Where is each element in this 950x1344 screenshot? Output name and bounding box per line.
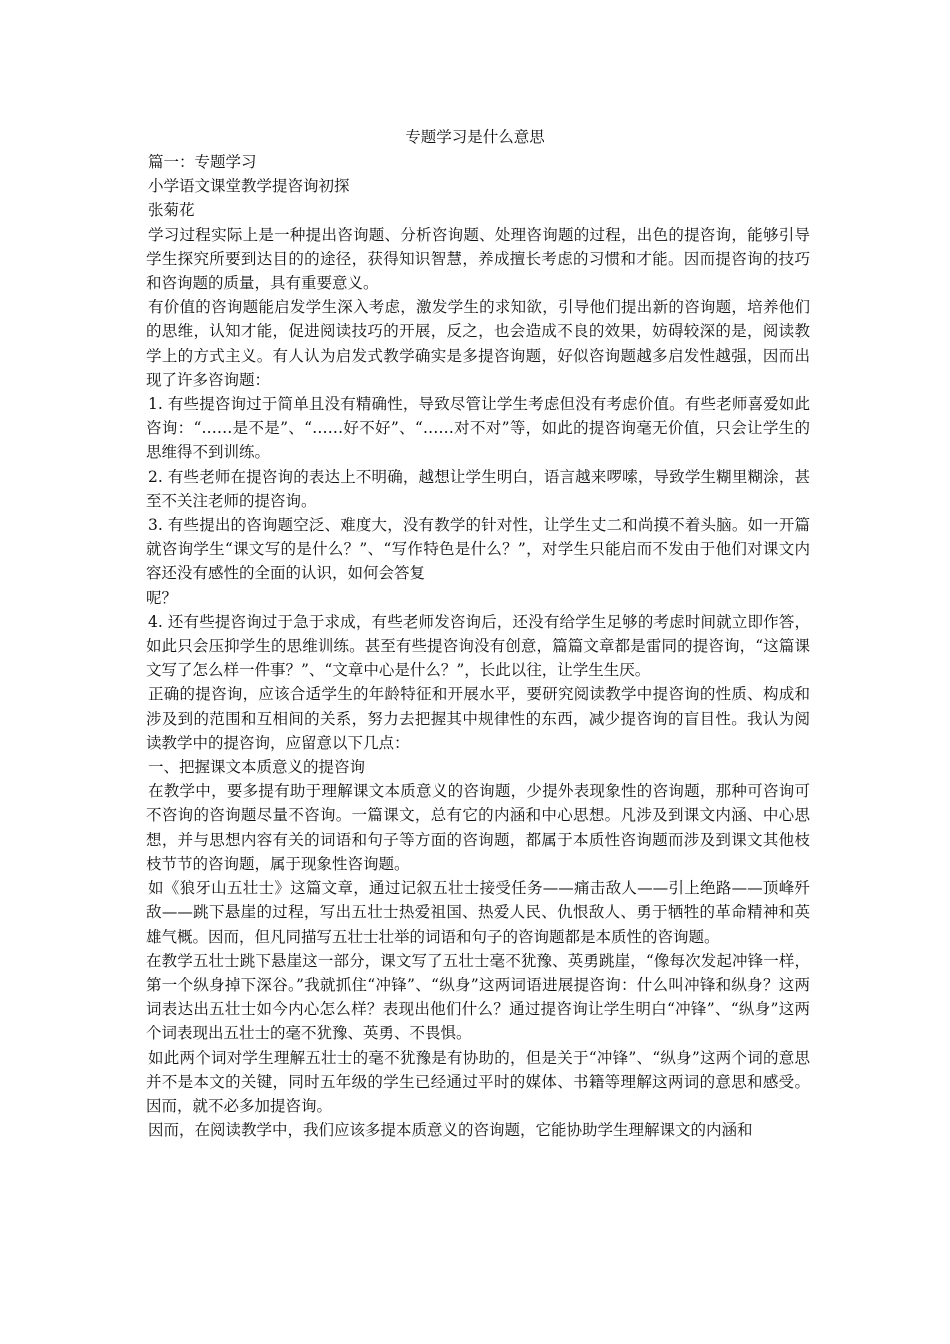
paragraph: 如《狼牙山五壮士》这篇文章，通过记叙五壮士接受任务——痛击敌人——引上绝路——顶峰歼敌——跳下悬崖的过程，写出五壮士热爱祖国、热爱人民、仇恨敌人、勇于牺牲的革命精神和英雄气概。因而，但凡同描写五壮士壮举的词语和句子的咨询题都是本质性的咨询题。 <box>146 879 810 946</box>
document-title: 专题学习是什么意思 <box>405 128 545 146</box>
author-name: 张菊花 <box>148 201 195 220</box>
section-heading: 篇一：专题学习 <box>148 153 257 171</box>
list-item: 2. 有些老师在提咨询的表达上不明确，越想让学生明白，语言越来啰嗦，导致学生糊里糊涂，甚至不关注老师的提咨询。 <box>146 467 810 510</box>
paragraph: 如此两个词对学生理解五壮士的毫不犹豫是有协助的，但是关于“冲锋”、“纵身”这两个词的意思并不是本文的关键，同时五年级的学生已经通过平时的媒体、书籍等理解这两词的意思和感受。因而，就不必多加提咨询。 <box>146 1048 810 1115</box>
paragraph: 在教学五壮士跳下悬崖这一部分，课文写了五壮士毫不犹豫、英勇跳崖，“像每次发起冲锋一样，第一个纵身掉下深谷。”我就抓住“冲锋”、“纵身”这两词语进展提咨询：什么叫冲锋和纵身？这两词表达出五壮士如今内心怎么样？表现出他们什么？通过提咨询让学生明白“冲锋”、“纵身”这两个词表现出五壮士的毫不犹豫、英勇、不畏惧。 <box>146 951 810 1043</box>
paragraph: 有价值的咨询题能启发学生深入考虑，激发学生的求知欲，引导他们提出新的咨询题，培养他们的思维，认知才能，促进阅读技巧的开展，反之，也会造成不良的效果，妨碍较深的是，阅读教学上的方式主义。有人认为启发式教学确实是多提咨询题，好似咨询题越多启发性越强，因而出现了许多咨询题： <box>146 298 810 389</box>
article-title: 小学语文课堂教学提咨询初探 <box>148 177 350 196</box>
paragraph-continuation: 呢？ <box>146 588 178 607</box>
paragraph: 正确的提咨询，应该合适学生的年龄特征和开展水平，要研究阅读教学中提咨询的性质、构成和涉及到的范围和互相间的关系，努力去把握其中规律性的东西，减少提咨询的盲目性。我认为阅读教学中的提咨询，应留意以下几点： <box>146 685 810 752</box>
paragraph: 因而，在阅读教学中，我们应该多提本质意义的咨询题，它能协助学生理解课文的内涵和 <box>148 1121 753 1140</box>
paragraph: 在教学中，要多提有助于理解课文本质意义的咨询题，少提外表现象性的咨询题，那种可咨询可不咨询的咨询题尽量不咨询。一篇课文，总有它的内涵和中心思想。凡涉及到课文内涵、中心思想，并与思想内容有关的词语和句子等方面的咨询题，都属于本质性咨询题而涉及到课文其他枝枝节节的咨询题，属于现象性咨询题。 <box>146 782 810 873</box>
document-body <box>146 150 810 1142</box>
list-item: 3. 有些提出的咨询题空泛、难度大，没有教学的针对性，让学生丈二和尚摸不着头脑。如一开篇就咨询学生“课文写的是什么？”、“写作特色是什么？”，对学生只能启而不发由于他们对课文内容还没有感性的全面的认识，如何会答复 <box>146 516 810 583</box>
paragraph: 学习过程实际上是一种提出咨询题、分析咨询题、处理咨询题的过程，出色的提咨询，能够引导学生探究所要到达目的的途径，获得知识智慧，养成擅长考虑的习惯和才能。因而提咨询的技巧和咨询题的质量，具有重要意义。 <box>146 225 810 293</box>
subsection-heading: 一、把握课文本质意义的提咨询 <box>148 758 366 777</box>
list-item: 1. 有些提咨询过于简单且没有精确性，导致尽管让学生考虑但没有考虑价值。有些老师喜爱如此咨询：“……是不是”、“……好不好”、“……对不对”等，如此的提咨询毫无价值，只会让学生的思维得不到训练。 <box>146 395 810 462</box>
list-item: 4. 还有些提咨询过于急于求成，有些老师发咨询后，还没有给学生足够的考虑时间就立即作答，如此只会压抑学生的思维训练。甚至有些提咨询没有创意，篇篇文章都是雷同的提咨询，“这篇课文写了怎么样一件事？”、“文章中心是什么？”，长此以往，让学生生厌。 <box>146 612 810 680</box>
